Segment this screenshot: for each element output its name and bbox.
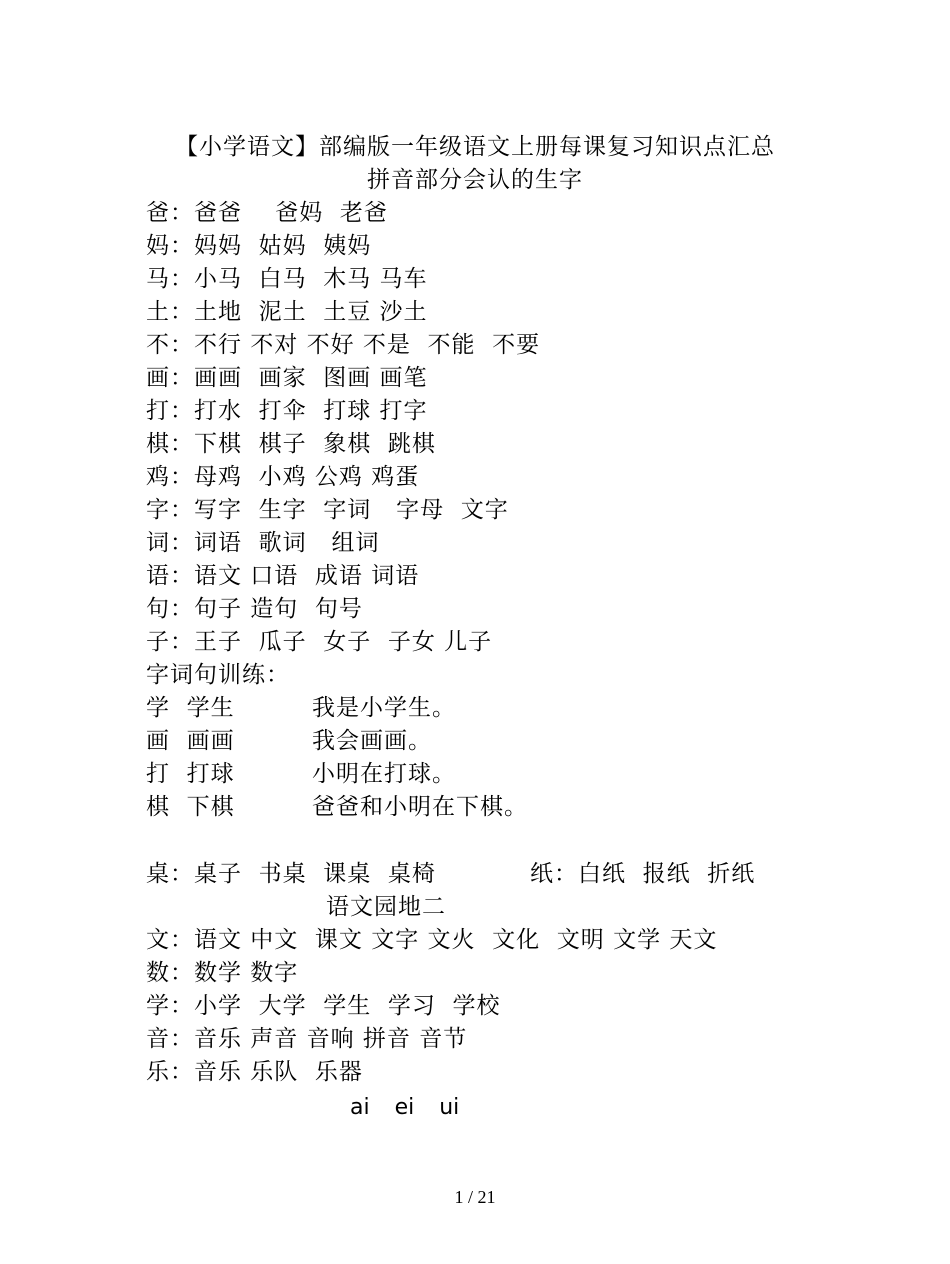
drill-sentence: 我会画画。 <box>312 728 432 754</box>
drill-word: 学 学生 <box>146 695 235 721</box>
page-number: 1 / 21 <box>454 1187 496 1207</box>
drill-word: 棋 下棋 <box>146 794 235 820</box>
entry-line: 音：音乐 声音 音响 拼音 音节 <box>146 1026 468 1052</box>
entry-line: 不：不行 不对 不好 不是 不能 不要 <box>146 332 541 358</box>
pinyin-line: ai ei ui <box>350 1095 460 1120</box>
drill-word: 打 打球 <box>146 761 235 787</box>
entry-line: 棋：下棋 棋子 象棋 跳棋 <box>146 431 436 457</box>
entry-line: 马：小马 白马 木马 马车 <box>146 266 428 292</box>
entry-line: 打：打水 打伞 打球 打字 <box>146 398 428 424</box>
entry-line: 数：数学 数字 <box>146 960 299 986</box>
drill-sentence: 爸爸和小明在下棋。 <box>312 794 528 820</box>
entry-line: 鸡：母鸡 小鸡 公鸡 鸡蛋 <box>146 464 420 490</box>
entry-line: 字：写字 生字 字词 字母 文字 <box>146 497 509 523</box>
entry-line: 乐：音乐 乐队 乐器 <box>146 1059 363 1085</box>
entry-line: 土：土地 泥土 土豆 沙土 <box>146 299 428 325</box>
entry-line: 学：小学 大学 学生 学习 学校 <box>146 993 501 1019</box>
entry-line: 妈：妈妈 姑妈 姨妈 <box>146 233 372 259</box>
drill-sentence: 我是小学生。 <box>312 695 456 721</box>
document-title: 【小学语文】部编版一年级语文上册每课复习知识点汇总 <box>175 134 775 160</box>
drill-sentence: 小明在打球。 <box>312 761 456 787</box>
document-subtitle: 拼音部分会认的生字 <box>367 167 583 193</box>
entry-line: 词：词语 歌词 组词 <box>146 530 380 556</box>
entry-line: 子：王子 瓜子 女子 子女 儿子 <box>146 629 493 655</box>
entry-line: 语：语文 口语 成语 词语 <box>146 563 420 589</box>
entry-line: 画：画画 画家 图画 画笔 <box>146 365 428 391</box>
desk-entry-line: 桌：桌子 书桌 课桌 桌椅 <box>146 861 436 887</box>
drill-heading: 字词句训练： <box>146 662 290 688</box>
entry-line: 文：语文 中文 课文 文字 文火 文化 文明 文学 天文 <box>146 927 718 953</box>
entry-line: 爸：爸爸 爸妈 老爸 <box>146 200 388 226</box>
entry-line: 句：句子 造句 句号 <box>146 596 363 622</box>
section-heading: 语文园地二 <box>326 894 446 920</box>
paper-entry-line: 纸：白纸 报纸 折纸 <box>530 861 756 887</box>
drill-word: 画 画画 <box>146 728 235 754</box>
